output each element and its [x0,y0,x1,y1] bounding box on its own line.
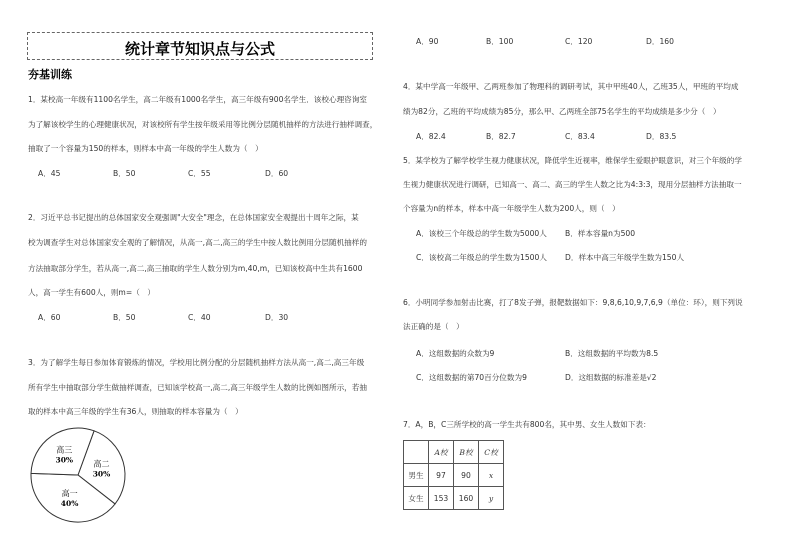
q4-line-1: 4．某中学高一年级甲、乙两班参加了物理科的调研考试，其中甲班40人，乙班35人，甲班的平均成 [403,82,739,91]
q1-option-c: C．55 [188,169,211,178]
table-cell [404,441,429,464]
q5-option-a: A．该校三个年级总的学生数为5000人 [416,229,547,238]
q5-line-2: 生视力健康状况进行调研，已知高一、高二、高三的学生人数之比为4:3:3，现用分层抽样方法抽取一 [403,180,742,189]
q1-line-1: 1．某校高一年级有1100名学生，高二年级有1000名学生，高三年级有900名学生．该校心理咨询室 [28,95,367,104]
table-cell: C校 [479,441,504,464]
title-box [27,32,373,60]
q3-line-3: 取的样本中高三年级的学生有36人，则抽取的样本容量为（ ） [28,407,243,416]
q1-option-b: B．50 [113,169,136,178]
q6-option-b: B．这组数据的平均数为8.5 [565,349,659,358]
q1-option-a: A．45 [38,169,61,178]
q2-option-d: D．30 [265,313,289,322]
q2-option-b: B．50 [113,313,136,322]
pie-slice-label: 高二 [93,459,110,469]
q5-line-1: 5．某学校为了解学校学生视力健康状况，降低学生近视率，维保学生爱眼护眼意识，对三个年级的学 [403,156,742,165]
table-row [404,487,504,510]
pie-slice-label: 高一 [61,489,78,498]
q4-option-a: A．82.4 [416,132,446,141]
page-title: 统计章节知识点与公式 [124,40,275,58]
q4-line-2: 绩为82分，乙班的平均成绩为85分，那么甲、乙两班全部75名学生的平均成绩是多少分（ ） [403,107,721,116]
pie-slice-value: 30% [55,455,74,465]
q7-table [403,440,504,510]
q3-line-1: 3．为了解学生每日参加体育锻炼的情况，学校用比例分配的分层随机抽样方法从高一,高二,高三年级 [28,358,365,367]
table-cell: 女生 [404,487,429,510]
q3-option-b: B．100 [486,37,514,46]
q2-line-4: 人，高一学生有600人，则m=（ ） [28,288,155,297]
table-cell: A校 [429,441,454,464]
q3-option-c: C．120 [565,37,593,46]
table-cell: x [479,464,504,487]
table-header-row [404,441,504,464]
q2-line-1: 2．习近平总书记提出的总体国家安全观强调"大安全"理念，在总体国家安全观提出十周年之际，某 [28,213,359,222]
q2-option-c: C．40 [188,313,211,322]
q1-line-3: 抽取了一个容量为150的样本，则样本中高一年级的学生人数为（ ） [28,144,263,153]
pie-slice-label: 高三 [56,445,73,455]
q6-option-c: C．这组数据的第70百分位数为9 [416,373,527,382]
q1-option-d: D．60 [265,169,289,178]
q5-option-b: B．样本容量n为500 [565,229,636,238]
q5-line-3: 个容量为n的样本，样本中高一年级学生人数为200人，则（ ） [403,204,620,213]
q2-line-2: 校为调查学生对总体国家安全观的了解情况，从高一,高二,高三的学生中按人数比例用分层随机抽样的 [28,238,367,247]
table-row [404,464,504,487]
pie-chart [28,425,128,525]
q4-option-c: C．83.4 [565,132,595,141]
q4-option-d: D．83.5 [646,132,677,141]
q7-line-1: 7．A，B，C三所学校的高一学生共有800名，其中男、女生人数如下表： [403,420,651,429]
table-cell: B校 [454,441,479,464]
table-cell: 90 [454,464,479,487]
q6-option-d: D．这组数据的标准差是√2 [565,373,657,382]
section-heading: 夯基训练 [28,68,72,81]
q2-option-a: A．60 [38,313,61,322]
q2-line-3: 方法抽取部分学生，若从高一,高二,高三抽取的学生人数分别为m,40,m，已知该校高中生共有1600 [28,264,363,273]
q6-line-1: 6．小明同学参加射击比赛，打了8发子弹，报靶数据如下：9,8,6,10,9,7,6,9（单位：环），则下列说 [403,298,743,307]
pie-slice-value: 30% [92,469,111,479]
q3-option-a: A．90 [416,37,439,46]
q3-option-d: D．160 [646,37,674,46]
pie-slice-value: 40% [60,499,79,508]
q6-line-2: 法正确的是（ ） [403,322,464,331]
q5-option-d: D．样本中高三年级学生数为150人 [565,253,685,262]
q3-line-2: 所有学生中抽取部分学生做抽样调查，已知该学校高一,高二,高三年级学生人数的比例如图所示，若抽 [28,383,367,392]
q4-option-b: B．82.7 [486,132,516,141]
q5-option-c: C．该校高二年级总的学生数为1500人 [416,253,547,262]
table-cell: 男生 [404,464,429,487]
table-cell: 153 [429,487,454,510]
table-cell: y [479,487,504,510]
q1-line-2: 为了解该校学生的心理健康状况，对该校所有学生按年级采用等比例分层随机抽样的方法进行抽样调查， [28,120,378,129]
q6-option-a: A．这组数据的众数为9 [416,349,495,358]
table-cell: 97 [429,464,454,487]
table-cell: 160 [454,487,479,510]
